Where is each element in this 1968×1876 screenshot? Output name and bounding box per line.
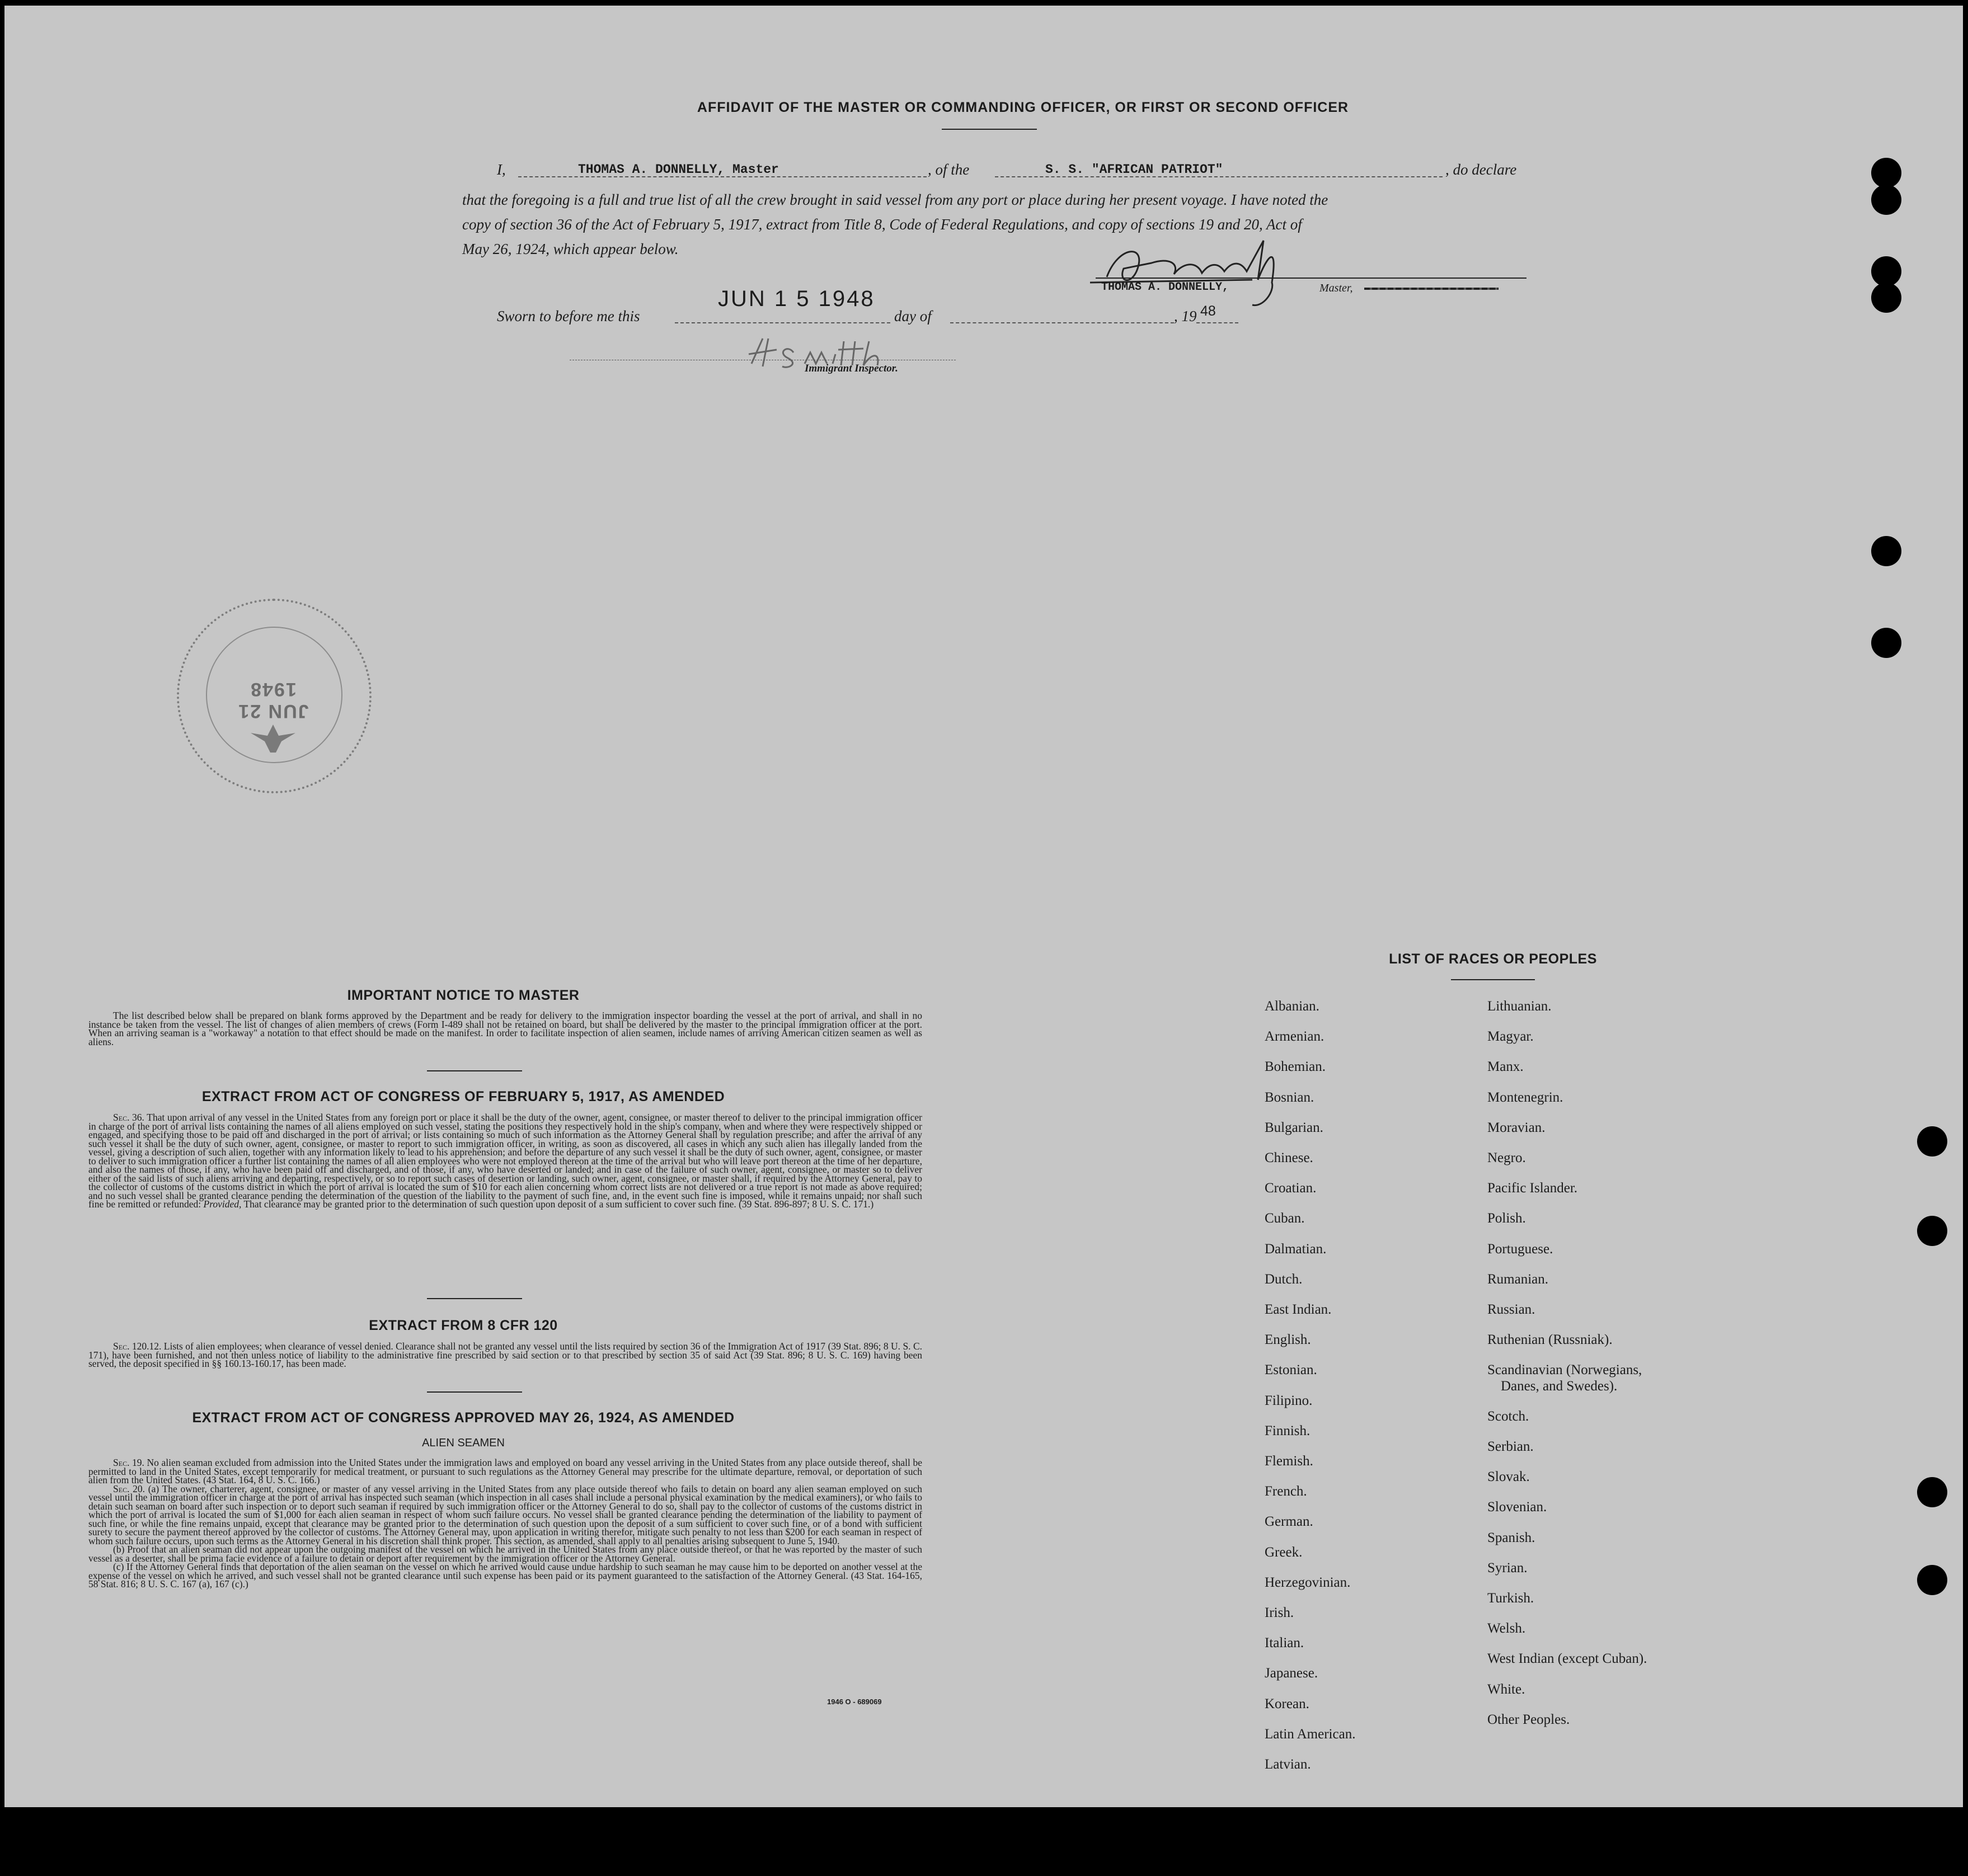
extract-1917-divider	[427, 1298, 522, 1299]
punch-hole	[1871, 536, 1901, 566]
sec-19-text: No alien seaman excluded from admission into the United States under the immigration laws and employed on board any vessel arriving in the United States from any place outside thereof, shall be permitted to land in the United States, except temporarily for medical treatment, or pursuant to such regulations as the Attorney General may prescribe for the ultimate departure, removal, or deportation of such alien from the United States. (43 Stat. 164, 8 U. S. C. 166.)	[88, 1457, 922, 1485]
extract-cfr-divider	[427, 1391, 522, 1393]
race-item: Polish.	[1487, 1211, 1526, 1226]
race-item: Croatian.	[1265, 1181, 1317, 1196]
signer-title: Master,	[1319, 282, 1353, 294]
month-fill-line	[950, 322, 1174, 323]
year-fill-line	[1196, 322, 1238, 323]
race-item: Dalmatian.	[1265, 1241, 1327, 1257]
of-the-text: , of the	[928, 161, 970, 178]
race-item: Pacific Islander.	[1487, 1181, 1578, 1196]
race-item: Other Peoples.	[1487, 1712, 1570, 1727]
vessel-name: S. S. "AFRICAN PATRIOT"	[1045, 162, 1223, 177]
race-item: Korean.	[1265, 1696, 1309, 1712]
extract-cfr-heading: EXTRACT FROM 8 CFR 120	[369, 1318, 558, 1333]
notice-heading: IMPORTANT NOTICE TO MASTER	[347, 988, 580, 1003]
race-item: Portuguese.	[1487, 1241, 1553, 1257]
race-item: Lithuanian.	[1487, 999, 1552, 1014]
seal-date: JUN 21 1948	[237, 679, 309, 722]
race-item: Latin American.	[1265, 1726, 1356, 1742]
sworn-label: Sworn to before me this	[497, 308, 640, 325]
declaration-intro: I,	[497, 161, 506, 178]
signer-name: THOMAS A. DONNELLY,	[1101, 281, 1229, 294]
race-item: Latvian.	[1265, 1757, 1311, 1772]
sec-20c-text: (c) If the Attorney General finds that deportation of the alien seaman on the vessel on which he arrived would cause undue hardship to such seaman he may cause him to be deported on another vessel at the expense of the vessel on which he arrived, and such vessel shall not be granted clearance until such expense has been paid or its payment guaranteed to the satisfaction of the Attorney General. (43 Stat. 164-165, 58 Stat. 816; 8 U. S. C. 167 (a), 167 (c).)	[88, 1561, 922, 1590]
sworn-day-line	[675, 322, 890, 323]
punch-hole	[1871, 185, 1901, 215]
race-item: Irish.	[1265, 1605, 1294, 1620]
provided-word: Provided,	[203, 1198, 242, 1210]
race-item: Slovak.	[1487, 1469, 1530, 1485]
sec-20b-text: (b) Proof that an alien seaman did not appear upon the outgoing manifest of the vessel on which he arrived in the United States from any place outside thereof, or that he was reported by the master of such vessel as a deserter, shall be prima facie evidence of a failure to detain or deport after requirement by the immigration officer or the Attorney General.	[88, 1544, 922, 1564]
day-of-text: day of	[894, 308, 932, 325]
punch-hole	[1917, 1126, 1947, 1156]
master-signature	[1084, 229, 1325, 308]
race-item: Moravian.	[1487, 1120, 1546, 1135]
race-item: German.	[1265, 1514, 1313, 1530]
extract-1917-heading: EXTRACT FROM ACT OF CONGRESS OF FEBRUARY 5, 1917, AS AMENDED	[201, 1089, 725, 1104]
race-item: English.	[1265, 1332, 1311, 1348]
title-underline	[942, 129, 1037, 130]
race-item: Armenian.	[1265, 1029, 1324, 1045]
race-item: Serbian.	[1487, 1439, 1534, 1454]
races-title: LIST OF RACES OR PEOPLES	[1389, 951, 1597, 967]
punch-hole	[1871, 158, 1901, 188]
notice-paragraph: The list described below shall be prepared on blank forms approved by the Department and be ready for delivery to the immigration inspector boarding the vessel at the port of arrival, and shall in no instance be taken from the vessel. The list of changes of alien members of crews (Form I-489 shall not be retained on board, but shall be delivered by the master to the principal immigration officer at the port. When an arriving seaman is a "workaway" a notation to that effect should be made on the manifest. In order to facilitate inspection of alien seamen, include names of arriving American citizen seamen as well as aliens.	[88, 1010, 922, 1047]
race-item: Russian.	[1487, 1302, 1535, 1317]
extract-cfr-text	[88, 1342, 922, 1369]
race-item: Manx.	[1487, 1059, 1524, 1075]
do-declare-text: , do declare	[1445, 161, 1517, 178]
race-item: Rumanian.	[1487, 1271, 1549, 1287]
race-item: Albanian.	[1265, 999, 1319, 1014]
eagle-emblem-icon	[245, 722, 301, 755]
race-item: Montenegrin.	[1487, 1089, 1563, 1105]
sec-36-text: That upon arrival of any vessel in the United States from any foreign port or place it shall be the duty of the owner, agent, consignee, or master thereof to deliver to the principal immigration officer in charge of the port of arrival lists containing the names of all aliens employed on such vessel, stating the positions they respectively hold in the ship's company, when and where they were respectively shipped or engaged, and specifying those to be paid off and discharged in the port of arrival; or lists containing so much of such information as the Attorney General shall by regulation prescribe; and after the arrival of any such vessel it shall be the duty of such owner, agent, consignee, or master to report to such immigration officer, in writing, as soon as discovered, all cases in which any such alien has illegally landed from the vessel, giving a description of such alien, together with any information likely to lead to his apprehension; and before the departure of any such vessel it shall be the duty of such owner, agent, consignee, or master to deliver to such immigration officer a further list containing the names of all alien employees who were not employed thereon at the time of the arrival but who will leave port thereon at the time of her departure, and also the names of those, if any, who have been paid off and discharged, and of those, if any, who have deserted or landed; and in case of the failure of such owner, agent, consignee, or master so to deliver either of the said lists of such aliens arriving and departing, respectively, or so to report such cases of desertion or landing, such owner, agent, consignee, or master shall, if required by the Attorney General, pay to the collector of customs of the customs district in which the port of arrival is located the sum of $10 for each alien concerning whom correct lists are not delivered or a true report is not made as above required; and no such vessel shall be granted clearance pending the determination of the question of the liability to the payment of such fine, and, in the event such fine is imposed, while it remains unpaid; nor shall such fine be remitted or refunded:	[88, 1112, 922, 1210]
race-item: Ruthenian (Russniak).	[1487, 1332, 1613, 1348]
extract-1917-text	[88, 1113, 922, 1209]
affidavit-title: AFFIDAVIT OF THE MASTER OR COMMANDING OFFICER, OR FIRST OR SECOND OFFICER	[697, 100, 1349, 115]
race-item: Cuban.	[1265, 1211, 1305, 1226]
race-item: Finnish.	[1265, 1423, 1311, 1438]
sworn-date-stamp: JUN 1 5 1948	[718, 286, 875, 311]
sec-120-text: Lists of alien employees; when clearance of vessel denied. Clearance shall not be granted any vessel until the lists required by section 36 of the Immigration Act of 1917 (39 Stat. 896; 8 U. S. C. 171), have been furnished, and not then unless notice of liability to the administrative fine prescribed by said section or to that prescribed by section 35 of said Act (39 Stat. 896; 8 U. S. C. 169) having been served, the deposit specified in §§ 160.13-160.17, has been made.	[88, 1341, 923, 1369]
punch-hole	[1871, 256, 1901, 286]
year-suffix: 48	[1200, 303, 1216, 319]
race-item: Slovenian.	[1487, 1499, 1547, 1515]
race-item: Italian.	[1265, 1635, 1304, 1651]
race-item: Japanese.	[1265, 1666, 1318, 1681]
notice-text	[88, 1012, 922, 1046]
race-item: Turkish.	[1487, 1591, 1534, 1606]
race-item: Greek.	[1265, 1544, 1303, 1560]
race-item: Negro.	[1487, 1150, 1526, 1165]
affidavit-line-3: May 26, 1924, which appear below.	[462, 241, 679, 257]
sec-20a-text: (a) The owner, charterer, agent, consignee, or master of any vessel arriving in the United States from any place outside thereof who fails to detain on board any alien seaman employed on such vessel until the immigration officer in charge at the port of arrival has inspected such seaman (which inspection in all cases shall include a personal physical examination by the medical examiners), or who fails to detain such seaman on board after such inspection or to deport such seaman if required by such immigration officer or the Attorney General to do so, shall pay to the collector of customs of the customs district in which the port of arrival is located the sum of $1,000 for each alien seaman in respect of whom such failure occurs. No vessel shall be granted clearance pending the determination of the liability to payment of such fine, or while the fine remains unpaid, except that clearance may be granted prior to the determination of such question upon the deposit of a sum sufficient to cover such fine, or of a bond with sufficient surety to secure the payment thereof approved by the collector of customs. The Attorney General may, upon application in writing therefor, mitigate such penalty to not less than $200 for each seaman in respect of whom such failure occurs, upon such terms as the Attorney General in his discretion shall think proper. This section, as amended, shall apply to all penalties arising subsequent to June 5, 1940.	[88, 1483, 922, 1546]
affidavit-body	[462, 187, 1531, 261]
alien-seamen-subheading: ALIEN SEAMEN	[422, 1437, 505, 1449]
race-item: Filipino.	[1265, 1393, 1313, 1408]
race-item: Magyar.	[1487, 1029, 1534, 1045]
extract-1924-text	[88, 1459, 922, 1589]
sec-19-label: Sec. 19.	[113, 1457, 144, 1468]
race-item: Chinese.	[1265, 1150, 1313, 1165]
race-item: White.	[1487, 1681, 1525, 1697]
punch-hole	[1917, 1216, 1947, 1246]
punch-hole	[1917, 1565, 1947, 1595]
document-sheet	[4, 6, 1963, 1807]
year-prefix: , 19	[1174, 308, 1197, 325]
race-item: Flemish.	[1265, 1454, 1313, 1469]
race-item: Welsh.	[1487, 1621, 1526, 1637]
struck-out-titles	[1364, 288, 1499, 290]
race-item: Danes, and Swedes).	[1501, 1378, 1618, 1394]
race-item: Bosnian.	[1265, 1089, 1314, 1105]
race-item: Dutch.	[1265, 1271, 1303, 1287]
races-divider	[1451, 979, 1535, 980]
affidavit-line-2: copy of section 36 of the Act of February 5, 1917, extract from Title 8, Code of Federal Regulations, and copy of sections 19 and 20, Act of	[462, 216, 1302, 233]
race-item: Herzegovinian.	[1265, 1574, 1351, 1590]
affidavit-line-1: that the foregoing is a full and true list of all the crew brought in said vessel from any port or place during her present voyage. I have noted the	[462, 191, 1328, 208]
race-item: French.	[1265, 1484, 1307, 1499]
sec-36-label: Sec. 36.	[113, 1112, 144, 1123]
race-item: Bulgarian.	[1265, 1120, 1323, 1135]
sec-20-label: Sec. 20.	[113, 1483, 145, 1494]
sec-120-label: Sec. 120.12.	[113, 1341, 162, 1352]
sec-36-text-end: That clearance may be granted prior to the determination of such question upon deposit of a sum sufficient to cover such fine. (39 Stat. 896-897; 8 U. S. C. 171.)	[243, 1198, 874, 1210]
race-item: Scotch.	[1487, 1408, 1529, 1424]
print-code: 1946 O - 689069	[827, 1698, 882, 1706]
race-item: Scandinavian (Norwegians,	[1487, 1362, 1642, 1378]
master-name: THOMAS A. DONNELLY, Master	[578, 162, 779, 177]
race-item: Bohemian.	[1265, 1059, 1326, 1075]
punch-hole	[1871, 283, 1901, 313]
race-item: Estonian.	[1265, 1362, 1317, 1378]
notice-divider	[427, 1070, 522, 1071]
race-item: East Indian.	[1265, 1302, 1332, 1317]
race-item: Spanish.	[1487, 1530, 1535, 1545]
signature-line	[1096, 278, 1527, 279]
punch-hole	[1871, 628, 1901, 658]
extract-1924-heading: EXTRACT FROM ACT OF CONGRESS APPROVED MAY 26, 1924, AS AMENDED	[192, 1410, 735, 1426]
inspector-label: Immigrant Inspector.	[805, 363, 898, 374]
punch-hole	[1917, 1477, 1947, 1507]
race-item: West Indian (except Cuban).	[1487, 1651, 1647, 1667]
race-item: Syrian.	[1487, 1560, 1528, 1576]
